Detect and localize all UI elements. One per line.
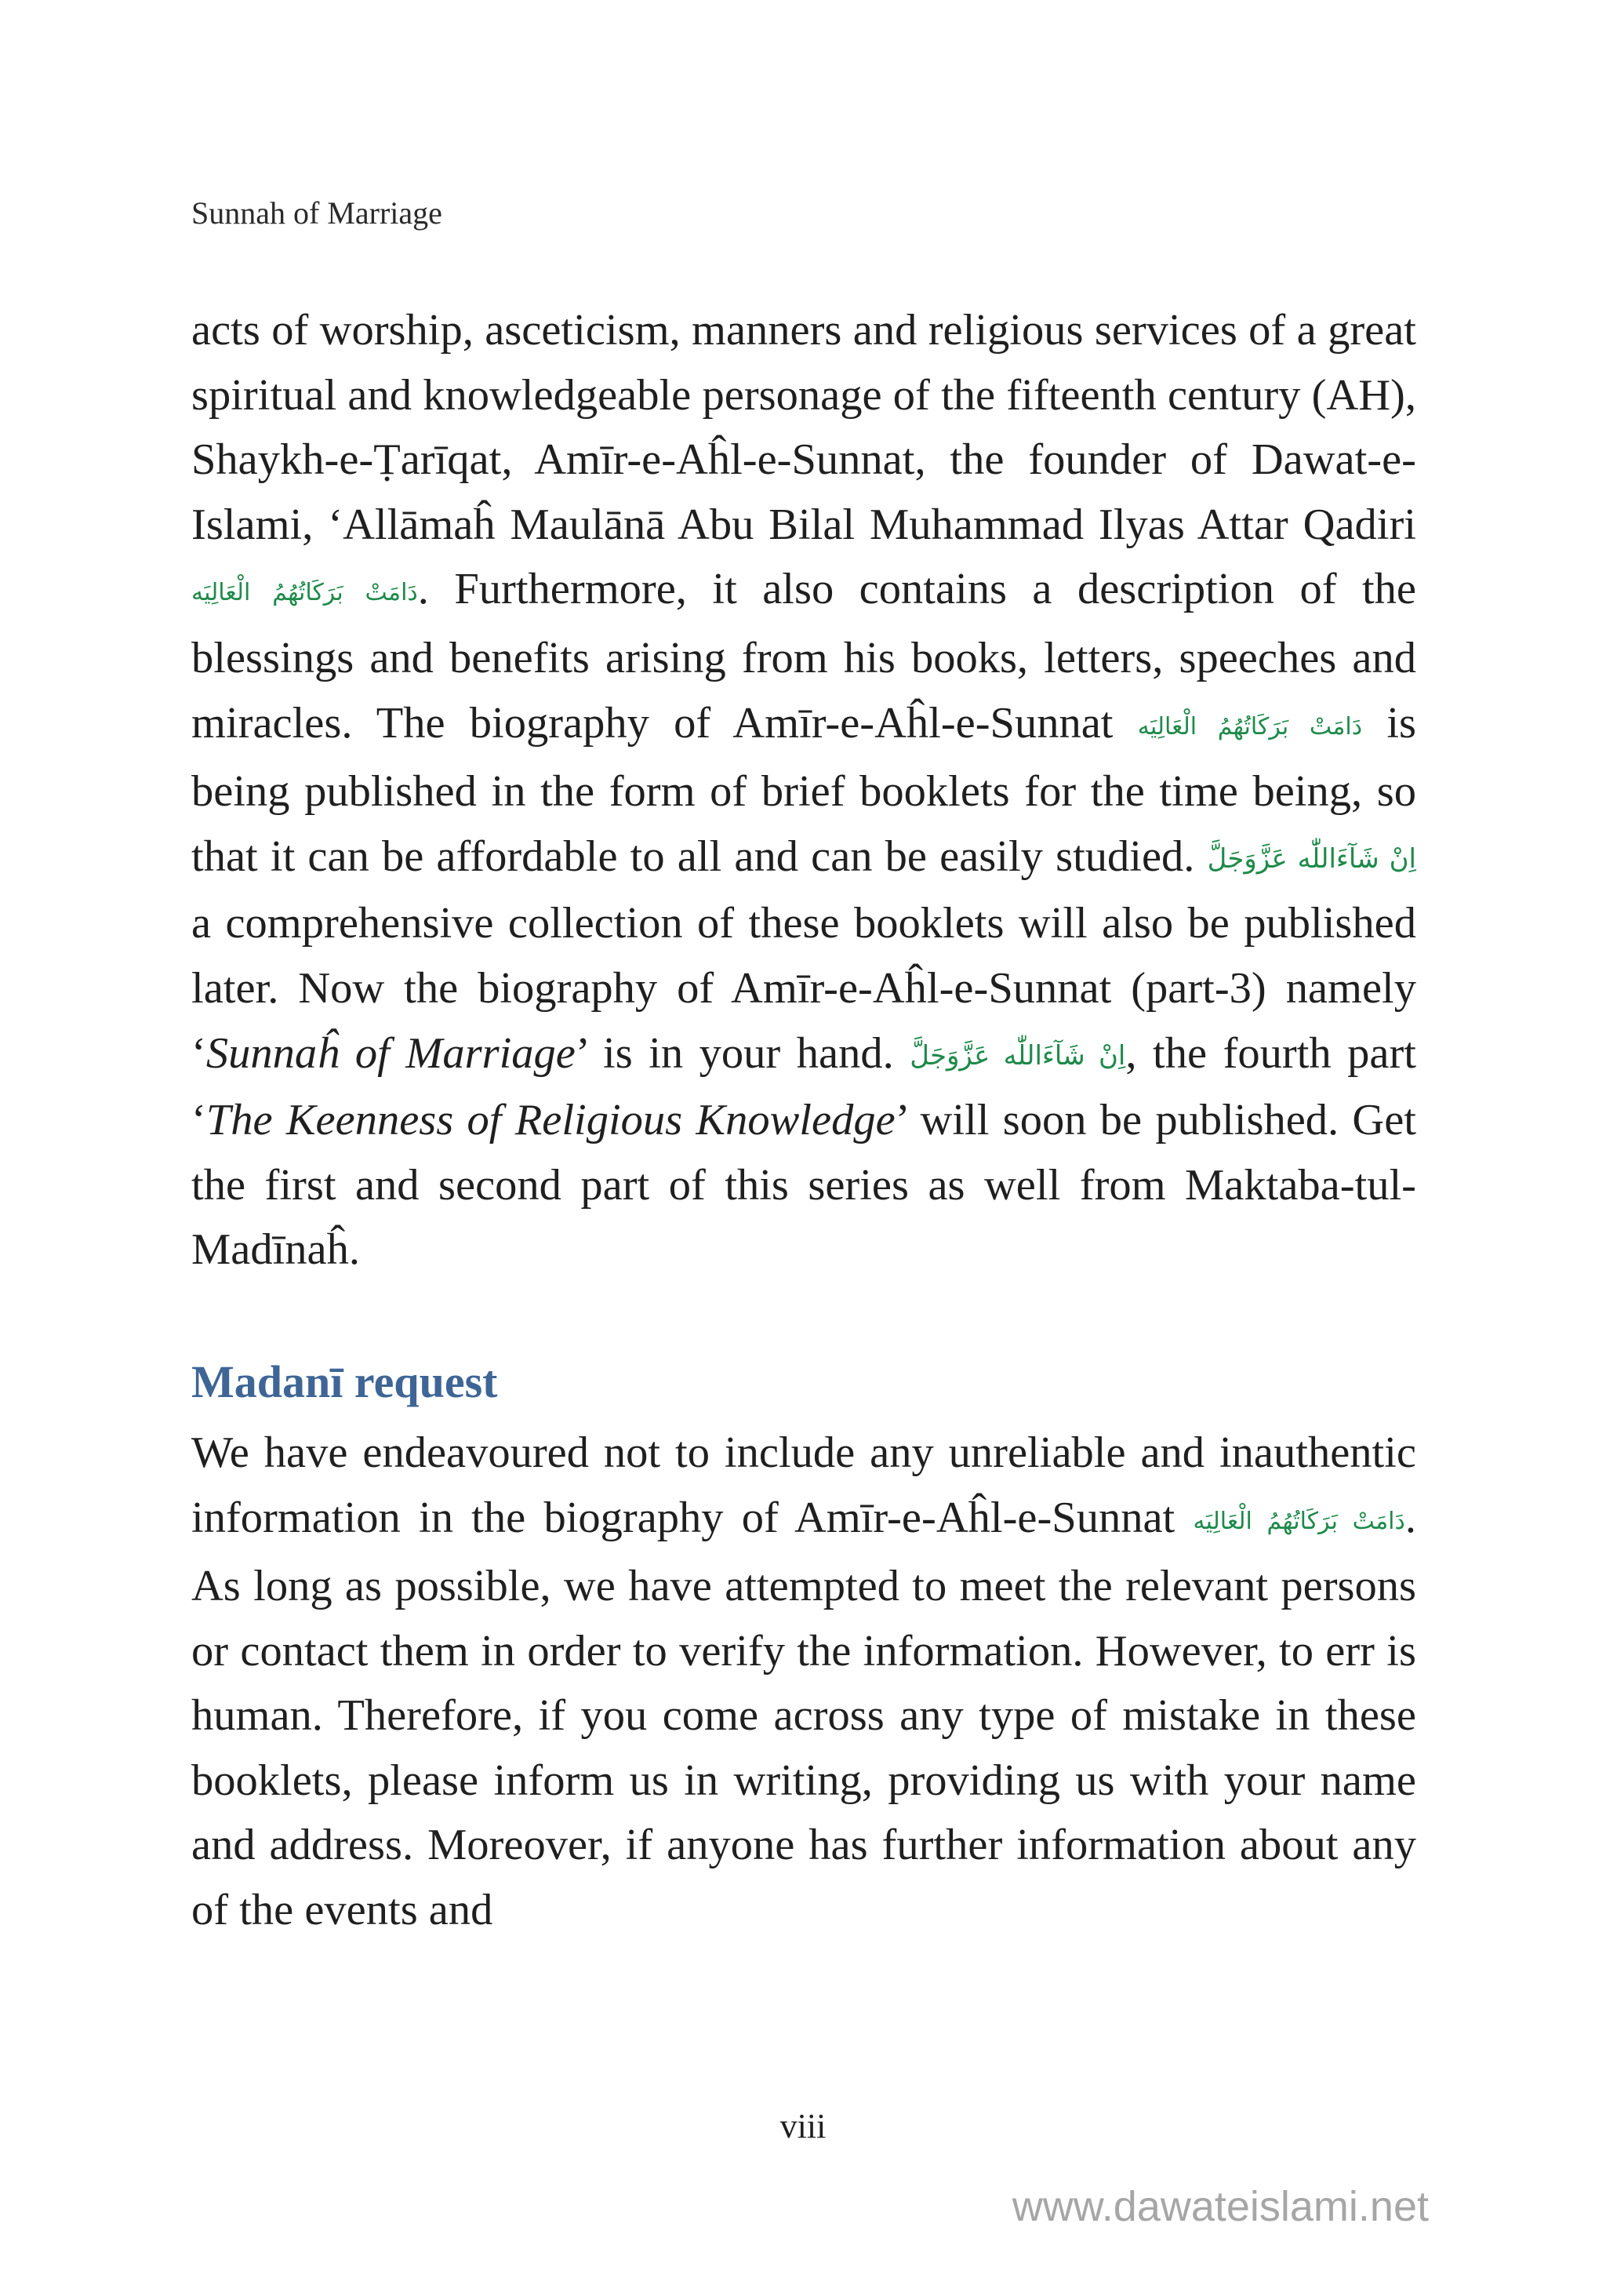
arabic-insha-allah: اِنْ شَآءَاللّٰه عَزَّوَجَلَّ — [1207, 842, 1417, 875]
website-link[interactable]: www.dawateislami.net — [1012, 2183, 1429, 2230]
arabic-honorific: دَامَتْ بَرَكَاتُهُمُ الْعَالِيَه — [1137, 712, 1363, 740]
text-run: . As long as possible, we have attempted to meet the relevant persons or contact them in order to verify the information. However, to err is human. Therefore, if you come across any type of mistake in these booklets, please inform us in writing, providing us with your name and address. Moreover, if anyone has further information about any of the events and — [191, 1493, 1416, 1935]
text-run: We have endeavoured not to include any unreliable and inauthentic information in the biography of Amīr-e-Aĥl-e-Sunnat — [191, 1428, 1416, 1542]
section-heading: Madanī request — [191, 1355, 498, 1407]
text-run: ’ is in your hand. — [575, 1028, 894, 1078]
text-run: acts of worship, asceticism, manners and religious services of a great spiritual and knowledgeable personage of the fifteenth century (AH), Shaykh-e-Ṭarīqat, Amīr-e-Aĥl-e-Sunnat, the founder of Dawat-e-Islami, ‘Allāmaĥ Maulānā Abu Bilal Muhammad Ilyas Attar Qadiri — [191, 306, 1416, 549]
text-run: ’ will soon be published. Get the first and second part of this series as well from Maktaba-tul-Madīnaĥ. — [191, 1096, 1417, 1275]
body-paragraph-2 — [191, 1421, 1416, 1943]
page-number: viii — [779, 2107, 827, 2145]
text-run: . Furthermore, it also contains a description of the blessings and benefits arising from his books, letters, speeches and miracles. The biography of Amīr-e-Aĥl-e-Sunnat — [191, 565, 1416, 748]
text-run: is being published in the form of brief booklets for the time being, so that it can be affordable to all and can be easily studied. — [191, 698, 1417, 881]
text-run: a comprehensive collection of these booklets will also be published later. Now the biography of Amīr-e-Aĥl-e-Sunnat (part-3) namely ‘ — [191, 899, 1416, 1078]
arabic-honorific: دَامَتْ بَرَكَاتُهُمُ الْعَالِيَه — [1193, 1507, 1405, 1535]
book-title-italic: The Keenness of Religious Knowledge — [205, 1096, 896, 1145]
arabic-honorific: دَامَتْ بَرَكَاتُهُمُ الْعَالِيَه — [191, 579, 418, 607]
book-title-italic: Sunnaĥ of Marriage — [205, 1028, 576, 1078]
page-content — [191, 298, 1416, 1943]
arabic-insha-allah: اِنْ شَآءَاللّٰه عَزَّوَجَلَّ — [910, 1039, 1126, 1072]
running-header: Sunnah of Marriage — [191, 195, 442, 231]
body-paragraph-1 — [191, 298, 1416, 1283]
text-run: , the fourth part ‘ — [191, 1028, 1416, 1145]
